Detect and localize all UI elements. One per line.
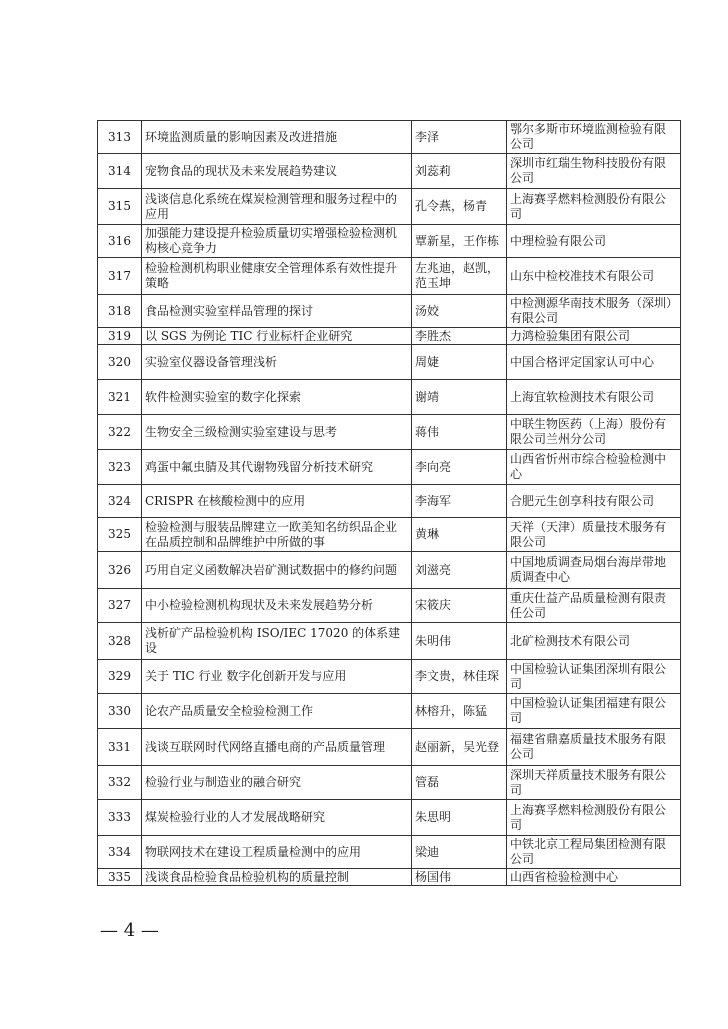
row-number: 317 (98, 258, 142, 295)
paper-title: 浅谈信息化系统在煤炭检测管理和服务过程中的应用 (142, 189, 412, 225)
table-row (98, 328, 681, 345)
paper-author: 朱思明 (412, 800, 507, 836)
author-organization: 鄂尔多斯市环境监测检验有限公司 (507, 121, 681, 154)
paper-author: 李海军 (412, 485, 507, 518)
table-row (98, 415, 681, 450)
paper-list-table (97, 120, 681, 886)
paper-author: 杨国伟 (412, 869, 507, 886)
row-number: 325 (98, 518, 142, 552)
table-row (98, 766, 681, 800)
paper-author: 蒋伟 (412, 415, 507, 450)
table-row (98, 225, 681, 258)
table-row (98, 121, 681, 154)
row-number: 324 (98, 485, 142, 518)
paper-title: 浅谈互联网时代网络直播电商的产品质量管理 (142, 729, 412, 766)
row-number: 333 (98, 800, 142, 836)
row-number: 314 (98, 154, 142, 189)
paper-title: 检验检测与服装品牌建立一欧美知名纺织品企业在品质控制和品牌维护中所做的事 (142, 518, 412, 552)
page-number: — 4 — (100, 920, 159, 941)
table-row (98, 623, 681, 660)
author-organization: 中检测源华南技术服务（深圳）有限公司 (507, 295, 681, 328)
row-number: 328 (98, 623, 142, 660)
table-row (98, 589, 681, 623)
author-organization: 中国地质调查局烟台海岸带地质调查中心 (507, 552, 681, 589)
author-organization: 中国合格评定国家认可中心 (507, 345, 681, 380)
table-row (98, 694, 681, 729)
paper-author: 梁迪 (412, 836, 507, 869)
row-number: 334 (98, 836, 142, 869)
author-organization: 山西省忻州市综合检验检测中心 (507, 450, 681, 485)
author-organization: 中国检验认证集团福建有限公司 (507, 694, 681, 729)
paper-title: 实验室仪器设备管理浅析 (142, 345, 412, 380)
paper-title: 巧用自定义函数解决岩矿测试数据中的修约问题 (142, 552, 412, 589)
author-organization: 合肥元生创享科技有限公司 (507, 485, 681, 518)
paper-author: 汤姣 (412, 295, 507, 328)
table-row (98, 660, 681, 694)
row-number: 335 (98, 869, 142, 886)
paper-title: 关于 TIC 行业 数字化创新开发与应用 (142, 660, 412, 694)
paper-title: 检验检测机构职业健康安全管理体系有效性提升策略 (142, 258, 412, 295)
author-organization: 中联生物医药（上海）股份有限公司兰州分公司 (507, 415, 681, 450)
table-row (98, 485, 681, 518)
row-number: 327 (98, 589, 142, 623)
table-row (98, 189, 681, 225)
row-number: 329 (98, 660, 142, 694)
author-organization: 山东中检校准技术有限公司 (507, 258, 681, 295)
row-number: 326 (98, 552, 142, 589)
table-row (98, 154, 681, 189)
paper-author: 李向亮 (412, 450, 507, 485)
author-organization: 深圳市红瑞生物科技股份有限公司 (507, 154, 681, 189)
table-row (98, 450, 681, 485)
author-organization: 中理检验有限公司 (507, 225, 681, 258)
paper-author: 管磊 (412, 766, 507, 800)
table-row (98, 345, 681, 380)
paper-title: 煤炭检验行业的人才发展战略研究 (142, 800, 412, 836)
author-organization: 中铁北京工程局集团检测有限公司 (507, 836, 681, 869)
paper-title: 物联网技术在建设工程质量检测中的应用 (142, 836, 412, 869)
paper-author: 朱明伟 (412, 623, 507, 660)
row-number: 321 (98, 380, 142, 415)
paper-title: 加强能力建设提升检验质量切实增强检验检测机构核心竞争力 (142, 225, 412, 258)
paper-author: 林榕升，陈猛 (412, 694, 507, 729)
paper-author: 黄琳 (412, 518, 507, 552)
paper-title: 浅谈食品检验食品检验机构的质量控制 (142, 869, 412, 886)
paper-title: 食品检测实验室样品管理的探讨 (142, 295, 412, 328)
row-number: 313 (98, 121, 142, 154)
paper-author: 谢靖 (412, 380, 507, 415)
table-row (98, 836, 681, 869)
author-organization: 上海宜软检测技术有限公司 (507, 380, 681, 415)
paper-author: 李胜杰 (412, 328, 507, 345)
paper-author: 孔令燕，杨青 (412, 189, 507, 225)
table-row (98, 518, 681, 552)
paper-author: 刘蕊莉 (412, 154, 507, 189)
paper-title: 鸡蛋中氟虫腈及其代谢物残留分析技术研究 (142, 450, 412, 485)
paper-title: 以 SGS 为例论 TIC 行业标杆企业研究 (142, 328, 412, 345)
paper-title: 浅析矿产品检验机构 ISO/IEC 17020 的体系建设 (142, 623, 412, 660)
row-number: 323 (98, 450, 142, 485)
paper-title: 宠物食品的现状及未来发展趋势建议 (142, 154, 412, 189)
paper-author: 覃新星，王作栋 (412, 225, 507, 258)
paper-author: 宋筱庆 (412, 589, 507, 623)
row-number: 315 (98, 189, 142, 225)
row-number: 316 (98, 225, 142, 258)
row-number: 331 (98, 729, 142, 766)
paper-author: 周婕 (412, 345, 507, 380)
paper-title: CRISPR 在核酸检测中的应用 (142, 485, 412, 518)
paper-title: 环境监测质量的影响因素及改进措施 (142, 121, 412, 154)
author-organization: 福建省鼎嘉质量技术服务有限公司 (507, 729, 681, 766)
paper-author: 李文贵，林佳琛 (412, 660, 507, 694)
paper-title: 检验行业与制造业的融合研究 (142, 766, 412, 800)
paper-title: 软件检测实验室的数字化探索 (142, 380, 412, 415)
paper-author: 左兆迪，赵凯，范玉坤 (412, 258, 507, 295)
paper-author: 赵丽新，吴光登 (412, 729, 507, 766)
author-organization: 上海赛孚燃料检测股份有限公司 (507, 800, 681, 836)
row-number: 318 (98, 295, 142, 328)
table-row (98, 729, 681, 766)
author-organization: 山西省检验检测中心 (507, 869, 681, 886)
table-row (98, 258, 681, 295)
table-row (98, 380, 681, 415)
row-number: 322 (98, 415, 142, 450)
table-row (98, 800, 681, 836)
row-number: 319 (98, 328, 142, 345)
table-row (98, 552, 681, 589)
paper-title: 中小检验检测机构现状及未来发展趋势分析 (142, 589, 412, 623)
row-number: 332 (98, 766, 142, 800)
paper-title: 论农产品质量安全检验检测工作 (142, 694, 412, 729)
paper-title: 生物安全三级检测实验室建设与思考 (142, 415, 412, 450)
table-row (98, 869, 681, 886)
author-organization: 上海赛孚燃料检测股份有限公司 (507, 189, 681, 225)
author-organization: 天祥（天津）质量技术服务有限公司 (507, 518, 681, 552)
author-organization: 深圳天祥质量技术服务有限公司 (507, 766, 681, 800)
paper-author: 刘滋亮 (412, 552, 507, 589)
paper-author: 李泽 (412, 121, 507, 154)
author-organization: 力鸿检验集团有限公司 (507, 328, 681, 345)
table-row (98, 295, 681, 328)
author-organization: 北矿检测技术有限公司 (507, 623, 681, 660)
author-organization: 中国检验认证集团深圳有限公司 (507, 660, 681, 694)
table-body (98, 121, 681, 886)
row-number: 330 (98, 694, 142, 729)
row-number: 320 (98, 345, 142, 380)
author-organization: 重庆仕益产品质量检测有限责任公司 (507, 589, 681, 623)
